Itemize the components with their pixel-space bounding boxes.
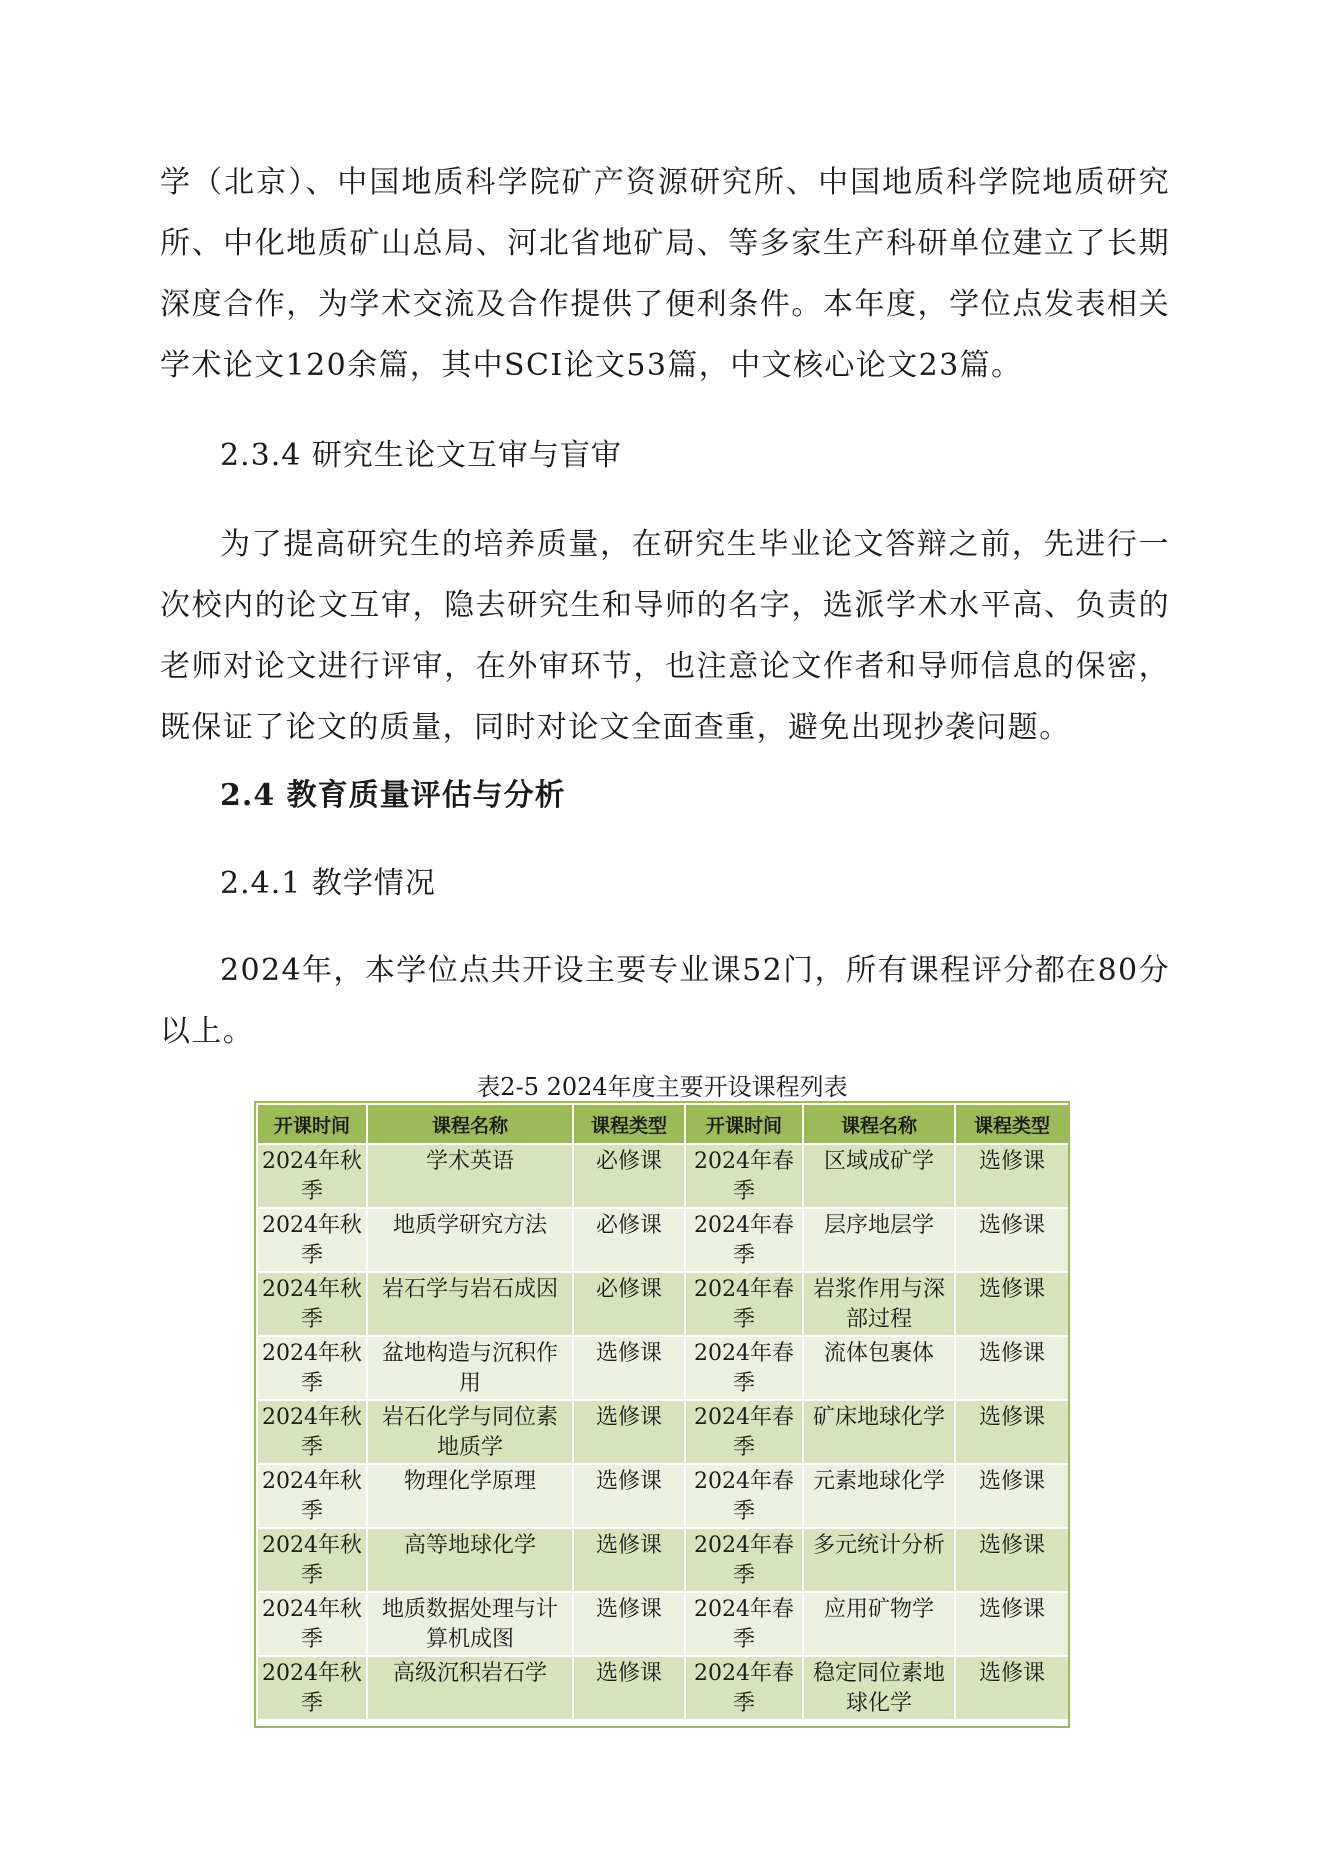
table-cell: 区域成矿学	[803, 1144, 955, 1208]
paragraph-cooperation: 学（北京）、中国地质科学院矿产资源研究所、中国地质科学院地质研究所、中化地质矿山总局、河北省地矿局、等多家生产科研单位建立了长期深度合作，为学术交流及合作提供了便利条件。本年度，学位点发表相关学术论文120余篇，其中SCI论文53篇，中文核心论文23篇。	[160, 165, 1170, 383]
table-cell: 2024年秋季	[257, 1528, 367, 1592]
section-heading-2-4-1: 2.4.1 教学情况	[220, 866, 436, 901]
table-row	[257, 1528, 1069, 1592]
table-cell: 选修课	[573, 1400, 685, 1464]
table-cell: 选修课	[955, 1336, 1069, 1400]
table-header-row	[257, 1104, 1069, 1144]
table-row	[257, 1400, 1069, 1464]
table-row	[257, 1144, 1069, 1208]
table-cell: 选修课	[573, 1464, 685, 1528]
table-cell: 2024年秋季	[257, 1144, 367, 1208]
table-cell: 2024年秋季	[257, 1272, 367, 1336]
header-semester: 开课时间	[685, 1104, 803, 1144]
table-caption: 表2-5 2024年度主要开设课程列表	[476, 1073, 848, 1101]
table-row	[257, 1272, 1069, 1336]
table-cell: 选修课	[955, 1400, 1069, 1464]
table-cell: 学术英语	[367, 1144, 573, 1208]
table-cell: 选修课	[573, 1528, 685, 1592]
table-cell: 岩浆作用与深部过程	[803, 1272, 955, 1336]
table-cell: 必修课	[573, 1272, 685, 1336]
table-row	[257, 1592, 1069, 1656]
table-cell: 矿床地球化学	[803, 1400, 955, 1464]
table-cell: 2024年秋季	[257, 1656, 367, 1720]
table-cell: 2024年春季	[685, 1400, 803, 1464]
table-cell: 岩石学与岩石成因	[367, 1272, 573, 1336]
section-heading-2-4: 2.4 教育质量评估与分析	[220, 778, 566, 813]
table-cell: 2024年春季	[685, 1592, 803, 1656]
header-semester: 开课时间	[257, 1104, 367, 1144]
table-cell: 2024年秋季	[257, 1400, 367, 1464]
table-cell: 选修课	[573, 1336, 685, 1400]
table-cell: 盆地构造与沉积作用	[367, 1336, 573, 1400]
table-cell: 2024年秋季	[257, 1336, 367, 1400]
table-cell: 选修课	[955, 1656, 1069, 1720]
table-cell: 2024年春季	[685, 1144, 803, 1208]
table-cell: 2024年春季	[685, 1464, 803, 1528]
table-cell: 选修课	[955, 1528, 1069, 1592]
table-cell: 高级沉积岩石学	[367, 1656, 573, 1720]
table-cell: 层序地层学	[803, 1208, 955, 1272]
table-row	[257, 1464, 1069, 1528]
table-cell: 稳定同位素地球化学	[803, 1656, 955, 1720]
table-cell: 2024年秋季	[257, 1592, 367, 1656]
table-cell: 多元统计分析	[803, 1528, 955, 1592]
header-course-type: 课程类型	[573, 1104, 685, 1144]
table-cell: 应用矿物学	[803, 1592, 955, 1656]
table-cell: 2024年春季	[685, 1208, 803, 1272]
header-course-name: 课程名称	[803, 1104, 955, 1144]
header-course-type: 课程类型	[955, 1104, 1069, 1144]
table-cell: 2024年春季	[685, 1272, 803, 1336]
table-cell: 2024年秋季	[257, 1208, 367, 1272]
header-course-name: 课程名称	[367, 1104, 573, 1144]
table-cell: 选修课	[955, 1144, 1069, 1208]
table-cell: 选修课	[573, 1656, 685, 1720]
table-cell: 物理化学原理	[367, 1464, 573, 1528]
table-row	[257, 1336, 1069, 1400]
table-cell: 选修课	[573, 1592, 685, 1656]
table-cell: 元素地球化学	[803, 1464, 955, 1528]
table-row	[257, 1208, 1069, 1272]
table-cell: 选修课	[955, 1208, 1069, 1272]
table-cell: 2024年春季	[685, 1336, 803, 1400]
table-cell: 选修课	[955, 1272, 1069, 1336]
table-cell: 选修课	[955, 1464, 1069, 1528]
paragraph-thesis-review: 为了提高研究生的培养质量，在研究生毕业论文答辩之前，先进行一次校内的论文互审，隐去研究生和导师的名字，选派学术水平高、负责的老师对论文进行评审，在外审环节，也注意论文作者和导师信息的保密，既保证了论文的质量，同时对论文全面查重，避免出现抄袭问题。	[160, 527, 1170, 745]
section-heading-2-3-4: 2.3.4 研究生论文互审与盲审	[220, 438, 622, 473]
table-cell: 选修课	[955, 1592, 1069, 1656]
paragraph-teaching: 2024年，本学位点共开设主要专业课52门，所有课程评分都在80分以上。	[160, 953, 1170, 1049]
table-cell: 2024年秋季	[257, 1464, 367, 1528]
table-cell: 岩石化学与同位素地质学	[367, 1400, 573, 1464]
course-table	[256, 1103, 1070, 1721]
table-cell: 地质学研究方法	[367, 1208, 573, 1272]
table-cell: 2024年春季	[685, 1656, 803, 1720]
table-cell: 2024年春季	[685, 1528, 803, 1592]
table-cell: 必修课	[573, 1208, 685, 1272]
table-cell: 地质数据处理与计算机成图	[367, 1592, 573, 1656]
table-row	[257, 1656, 1069, 1720]
table-cell: 流体包裹体	[803, 1336, 955, 1400]
table-cell: 高等地球化学	[367, 1528, 573, 1592]
table-cell: 必修课	[573, 1144, 685, 1208]
